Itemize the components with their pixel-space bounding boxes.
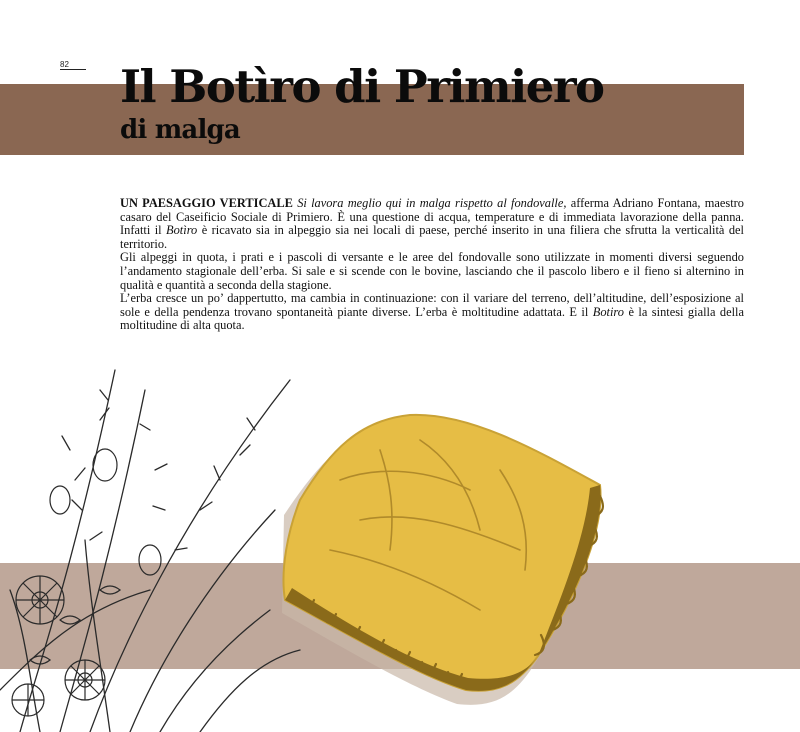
butter-block-drawing (282, 415, 603, 705)
paragraph-3-text-a: L’erba cresce un po’ dappertutto, ma cambia in continuazione: con il variare del terreno, dell’altitudine, dell’esposizione al sole e della pendenza trovano spontaneità piante diverse. L’erba è moltitudine adattata. E il (120, 291, 744, 319)
paragraph-3-text-b: è la sintesi gialla della moltitudine di alta quota. (120, 304, 744, 333)
page-title: Il Botìro di Primiero (120, 60, 604, 113)
botiro-term: Botìro (166, 223, 198, 238)
paragraph-1-text-a: afferma Adriano Fontana, maestro casaro del Caseificio Sociale di Primiero. È una questione di acqua, temperature e di immediata lavorazione della panna. Infatti il (120, 196, 745, 238)
wild-flowers-drawing (0, 370, 300, 732)
page-subtitle: di malga (120, 115, 240, 145)
paragraph-1 (120, 197, 744, 251)
flower-heads (12, 449, 161, 716)
quote: Si lavora meglio qui in malga rispetto al fondovalle, (297, 196, 567, 210)
paragraph-2: Gli alpeggi in quota, i prati e i pascoli di versante e le aree del fondovalle sono utilizzate in momenti diversi seguendo l’andamento stagionale dell’erba. Si sale e si scende con le bovine, lasciando che il pascolo libero e il fieno si alternino in qualità e quantità a seconda della stagione. (120, 250, 744, 292)
botiro-term-2: Botiro (592, 304, 624, 319)
section-lead: UN PAESAGGIO VERTICALE (120, 196, 293, 210)
paragraph-3 (120, 292, 744, 333)
page-number-rule (60, 69, 86, 70)
illustration-layer (0, 360, 800, 732)
paragraph-1-text-b: è ricavato sia in alpeggio sia nei locali di paese, perché inserito in una filiera che sfrutta la verticalità del territorio. (120, 223, 744, 251)
page-number: 82 (60, 60, 69, 69)
article-body (120, 197, 744, 333)
